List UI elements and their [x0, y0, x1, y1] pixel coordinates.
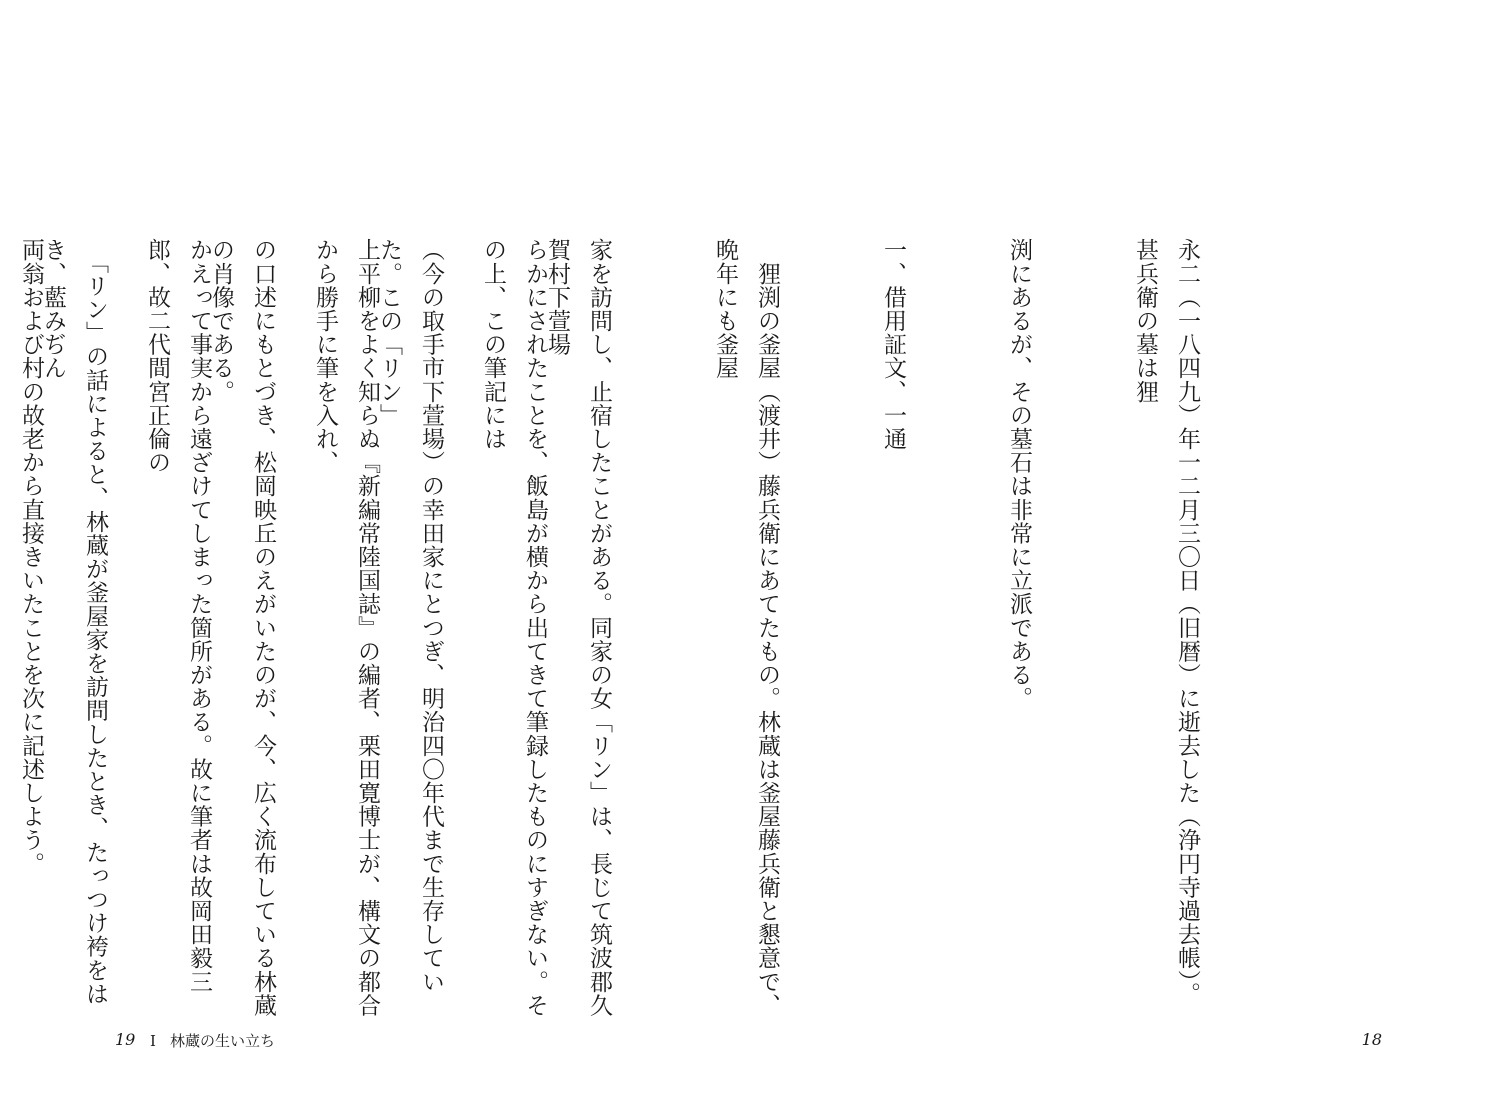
page-number: 18 [1361, 1030, 1382, 1049]
section-numeral: Ⅰ [150, 1032, 156, 1050]
text-line: 一、借用証文、一通 [880, 238, 906, 451]
text-line: 上平柳をよく知らぬ『新編常陸国誌』の編者、栗田寛博士が、構文の都合から勝手に筆を入れ、 [312, 238, 380, 1017]
text-line: の口述にもとづき、松岡映丘のえがいたのが、今、広く流布している林蔵の肖像である。 [208, 238, 276, 1017]
text-line: 両翁および村の故老から直接きいたことを次に記述しよう。 [18, 238, 44, 876]
section-title: 林蔵の生い立ち [169, 1032, 275, 1050]
text-line: らかにされたことを、飯島が横から出てきて筆録したものにすぎない。その上、この筆記には [480, 238, 548, 1017]
text-line: 家を訪問し、止宿したことがある。同家の女「リン」は、長じて筑波郡久賀村下萱場 [544, 238, 612, 1017]
running-head [150, 1030, 289, 1051]
text-line: （今の取手市下萱場）の幸田家にとつぎ、明治四〇年代まで生存していた。この「リン」 [376, 238, 444, 994]
text-line: 永二（一八四九）年一二月三〇日（旧暦）に逝去した（浄円寺過去帳）。甚兵衛の墓は狸 [1132, 238, 1200, 1006]
text-line: 渕にあるが、その墓石は非常に立派である。 [1006, 238, 1032, 710]
page-number: 19 [115, 1030, 136, 1049]
text-line: 「リン」の話によると、林蔵が釜屋家を訪問したとき、たっつけ袴をはき、藍みぢん [40, 238, 108, 1006]
text-line: かえって事実から遠ざけてしまった箇所がある。故に筆者は故岡田毅三郎、故二代間宮正倫の [144, 238, 212, 994]
text-line: 狸渕の釜屋（渡井）藤兵衛にあてたもの。林蔵は釜屋藤兵衛と懇意で、晩年にも釜屋 [712, 238, 780, 1017]
